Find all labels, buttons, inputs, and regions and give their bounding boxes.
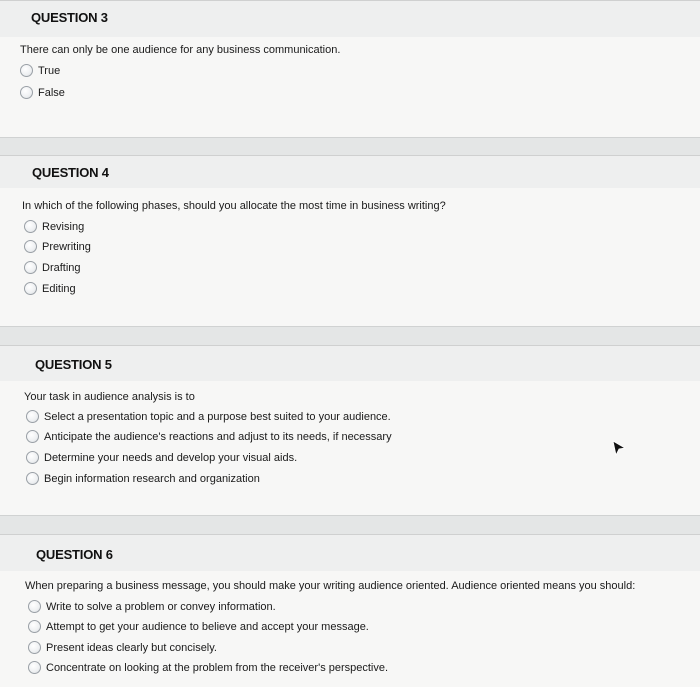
question-4-option-prewriting[interactable]	[24, 240, 91, 253]
option-label: Concentrate on looking at the problem from the receiver's perspective.	[46, 661, 389, 674]
radio-button[interactable]	[26, 430, 39, 443]
question-5-option-1[interactable]	[26, 410, 391, 423]
question-6-option-1[interactable]	[28, 600, 276, 613]
question-3-option-true[interactable]	[20, 64, 60, 77]
question-3-prompt: There can only be one audience for any business communication.	[20, 44, 341, 56]
option-label: Anticipate the audience's reactions and adjust to its needs, if necessary	[44, 430, 392, 443]
question-3-title: QUESTION 3	[31, 10, 108, 25]
question-6-option-4[interactable]	[28, 661, 388, 674]
option-label: Attempt to get your audience to believe and accept your message.	[46, 620, 369, 633]
option-label: Prewriting	[42, 240, 91, 253]
radio-button[interactable]	[24, 282, 37, 295]
radio-button[interactable]	[28, 661, 41, 674]
radio-button[interactable]	[24, 220, 37, 233]
mouse-cursor-icon	[612, 440, 626, 456]
radio-button[interactable]	[20, 64, 33, 77]
option-label: False	[38, 86, 65, 99]
question-6-option-2[interactable]	[28, 620, 369, 633]
radio-button[interactable]	[28, 620, 41, 633]
option-label: True	[38, 64, 61, 77]
radio-button[interactable]	[20, 86, 33, 99]
option-label: Drafting	[42, 261, 81, 274]
question-6-option-3[interactable]	[28, 641, 217, 654]
question-separator	[0, 137, 700, 156]
option-label: Determine your needs and develop your visual aids.	[44, 451, 298, 464]
radio-button[interactable]	[26, 451, 39, 464]
question-4-prompt: In which of the following phases, should you allocate the most time in business writing?	[22, 200, 446, 212]
radio-button[interactable]	[24, 261, 37, 274]
question-4-option-revising[interactable]	[24, 220, 84, 233]
radio-button[interactable]	[24, 240, 37, 253]
option-label: Begin information research and organization	[44, 472, 260, 485]
question-separator	[0, 326, 700, 346]
radio-button[interactable]	[28, 600, 41, 613]
question-separator	[0, 515, 700, 535]
radio-button[interactable]	[28, 641, 41, 654]
question-6-prompt: When preparing a business message, you should make your writing audience oriented. Audience oriented means you should:	[25, 580, 636, 592]
option-label: Revising	[42, 220, 85, 233]
option-label: Editing	[42, 282, 76, 295]
question-4-title: QUESTION 4	[32, 165, 109, 180]
option-label: Present ideas clearly but concisely.	[46, 641, 217, 654]
question-5-prompt: Your task in audience analysis is to	[24, 391, 195, 403]
option-label: Select a presentation topic and a purpose best suited to your audience.	[44, 410, 391, 423]
question-5-title: QUESTION 5	[35, 357, 112, 372]
radio-button[interactable]	[26, 472, 39, 485]
radio-button[interactable]	[26, 410, 39, 423]
question-4-option-editing[interactable]	[24, 282, 76, 295]
question-4-option-drafting[interactable]	[24, 261, 81, 274]
question-5-option-2[interactable]	[26, 430, 392, 443]
question-5-option-4[interactable]	[26, 472, 260, 485]
question-5-option-3[interactable]	[26, 451, 297, 464]
question-3-option-false[interactable]	[20, 86, 65, 99]
option-label: Write to solve a problem or convey information.	[46, 600, 276, 613]
question-6-title: QUESTION 6	[36, 547, 113, 562]
